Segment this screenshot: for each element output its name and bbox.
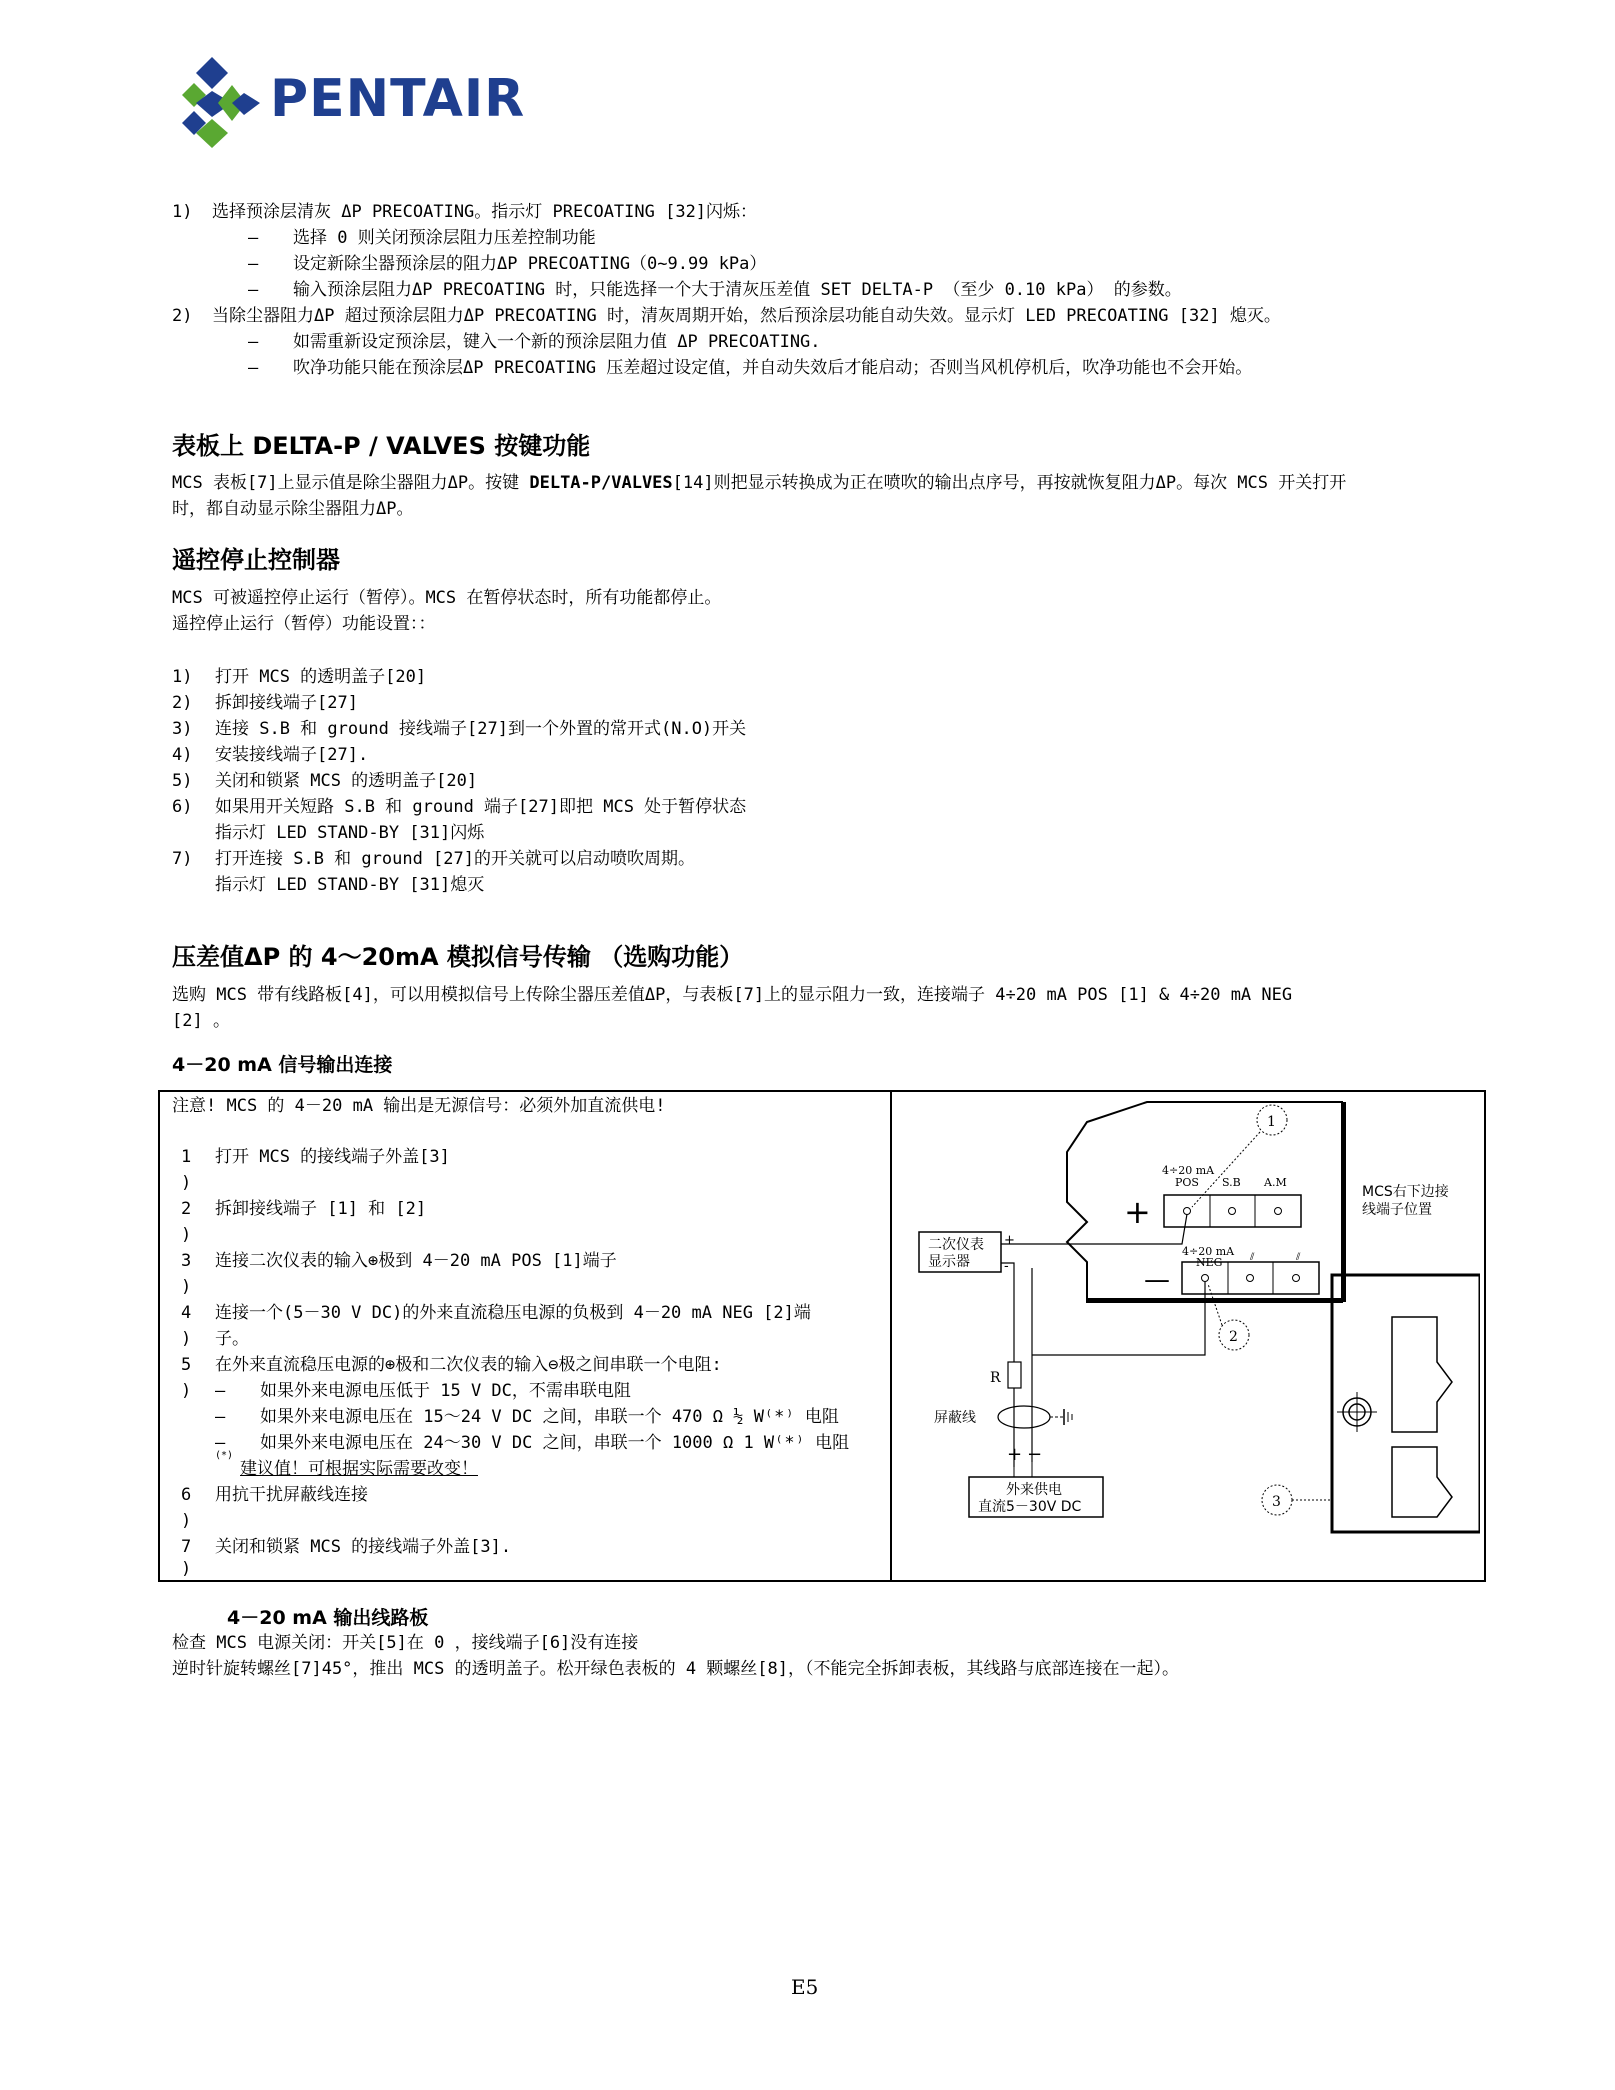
para-text: 逆时针旋转螺丝[7]45°，推出 MCS 的透明盖子。松开绿色表板的 4 颗螺丝[8]，（不能完全拆卸表板，其线路与底部连接在一起）。 bbox=[172, 1659, 1179, 1679]
top-terminal-block bbox=[1164, 1195, 1301, 1227]
para-text: 选购 MCS 带有线路板[4]，可以用模拟信号上传除尘器压差值ΔP，与表板[7]上的显示阻力一致，连接端子 4÷20 mA POS [1] & 4÷20 mA NEG bbox=[172, 985, 1293, 1005]
callout-3-text: 3 bbox=[1272, 1494, 1281, 1510]
step-paren: ) bbox=[181, 1381, 192, 1401]
step-text: 关闭和锁紧 MCS 的接线端子外盖[3]. bbox=[215, 1537, 512, 1557]
note-mark: (*) bbox=[215, 1450, 234, 1461]
step-text: 子。 bbox=[215, 1329, 249, 1349]
sb-label: S.B bbox=[1222, 1176, 1241, 1189]
step-number: 5 bbox=[181, 1355, 192, 1375]
sub-item: 设定新除尘器预涂层的阻力ΔP PRECOATING（0~9.99 kPa） bbox=[293, 254, 767, 274]
step-text: 连接 S.B 和 ground 接线端子[27]到一个外置的常开式(N.O)开关 bbox=[215, 719, 747, 739]
dash: – bbox=[248, 280, 259, 300]
mcs-label-1: MCS右下边接 bbox=[1362, 1184, 1449, 1200]
para-text: [2] 。 bbox=[172, 1011, 230, 1031]
enclosure-inner-bottom bbox=[1392, 1447, 1452, 1517]
callout-2-leader bbox=[1208, 1284, 1222, 1325]
step-text: 用抗干扰屏蔽线连接 bbox=[215, 1485, 368, 1505]
step-text: 连接二次仪表的输入⊕极到 4－20 mA POS [1]端子 bbox=[215, 1251, 617, 1271]
para-text: 遥控停止运行（暂停）功能设置：： bbox=[172, 614, 436, 634]
pentair-logo-mark bbox=[182, 55, 262, 150]
sub-item: 如果外来电源电压在 15～24 V DC 之间，串联一个 470 Ω ½ W⁽*⁾ 电阻 bbox=[260, 1407, 839, 1427]
dash: – bbox=[248, 332, 259, 352]
am-label: A.M bbox=[1264, 1176, 1287, 1189]
housing-right-edge bbox=[1342, 1102, 1346, 1302]
step-number: 4 bbox=[181, 1303, 192, 1323]
step-number: 7) bbox=[172, 849, 193, 869]
sub-item: 如果外来电源电压低于 15 V DC，不需串联电阻 bbox=[260, 1381, 631, 1401]
page-number: E5 bbox=[791, 1975, 819, 1999]
step-number: 1 bbox=[181, 1147, 192, 1167]
para-text: MCS 表板[7]上显示值是除尘器阻力ΔP。按键 bbox=[172, 473, 530, 493]
step-text: 连接一个(5－30 V DC)的外来直流稳压电源的负极到 4－20 mA NEG [2]端 bbox=[215, 1303, 811, 1323]
housing-bottom-edge bbox=[1087, 1298, 1345, 1302]
para-text: 时，都自动显示除尘器阻力ΔP。 bbox=[172, 499, 414, 519]
meter-plus: + bbox=[1004, 1233, 1015, 1248]
wire-meter-neg bbox=[1001, 1263, 1014, 1362]
item-number: 1) bbox=[172, 202, 193, 222]
supply-label-2: 直流5－30V DC bbox=[978, 1499, 1082, 1515]
step-number: 5) bbox=[172, 771, 193, 791]
meter-label-2: 显示器 bbox=[928, 1254, 970, 1270]
item-text: 选择预涂层清灰 ΔP PRECOATING。指示灯 PRECOATING [32]闪烁： bbox=[212, 202, 758, 222]
meter-label-1: 二次仪表 bbox=[928, 1237, 984, 1253]
sub-item: 如果外来电源电压在 24～30 V DC 之间，串联一个 1000 Ω 1 W⁽*⁾ 电阻 bbox=[260, 1433, 850, 1453]
step-number: 3) bbox=[172, 719, 193, 739]
terminal-am bbox=[1275, 1208, 1282, 1215]
step-number: 1) bbox=[172, 667, 193, 687]
pos-label-2: POS bbox=[1175, 1176, 1199, 1189]
step-text: 安装接线端子[27]. bbox=[215, 745, 369, 765]
para-text: 检查 MCS 电源关闭：开关[5]在 0 ，接线端子[6]没有连接 bbox=[172, 1633, 639, 1653]
callout-2-text: 2 bbox=[1229, 1329, 1238, 1345]
step-text: 关闭和锁紧 MCS 的透明盖子[20] bbox=[215, 771, 478, 791]
wire-pos bbox=[1001, 1214, 1187, 1244]
step-number: 7 bbox=[181, 1537, 192, 1557]
supply-label-1: 外来供电 bbox=[1006, 1482, 1062, 1498]
step-paren: ) bbox=[181, 1173, 192, 1193]
supply-plus: + bbox=[1007, 1444, 1023, 1465]
step-text: 拆卸接线端子[27] bbox=[215, 693, 358, 713]
key-name: DELTA-P/VALVES bbox=[529, 473, 673, 493]
warning-text: 注意! MCS 的 4－20 mA 输出是无源信号：必须外加直流供电! bbox=[172, 1096, 666, 1116]
pos-label-1: 4÷20 mA bbox=[1162, 1164, 1215, 1177]
sub-item: 输入预涂层阻力ΔP PRECOATING 时，只能选择一个大于清灰压差值 SET DELTA-P （至少 0.10 kPa） 的参数。 bbox=[293, 280, 1182, 300]
step-text: 打开连接 S.B 和 ground [27]的开关就可以启动喷吹周期。 bbox=[215, 849, 695, 869]
sub-heading: 4－20 mA 输出线路板 bbox=[227, 1607, 429, 1629]
dash: – bbox=[215, 1433, 226, 1453]
step-paren: ) bbox=[181, 1511, 192, 1531]
terminal-pos bbox=[1184, 1208, 1191, 1215]
callout-1-text: 1 bbox=[1267, 1114, 1276, 1130]
supply-minus: − bbox=[1027, 1444, 1043, 1465]
step-number: 6) bbox=[172, 797, 193, 817]
step-text: 如果用开关短路 S.B 和 ground 端子[27]即把 MCS 处于暂停状态 bbox=[215, 797, 747, 817]
logo-text: PENTAIR bbox=[270, 69, 526, 129]
meter-minus: - bbox=[1004, 1259, 1009, 1274]
step-text: 指示灯 LED STAND-BY [31]闪烁 bbox=[215, 823, 485, 843]
terminal-neg bbox=[1202, 1275, 1209, 1282]
delta-paragraph bbox=[172, 470, 1346, 496]
pentair-logo bbox=[182, 55, 562, 150]
section-heading: 遥控停止控制器 bbox=[172, 546, 340, 574]
step-number: 2 bbox=[181, 1199, 192, 1219]
section-heading: 压差值ΔP 的 4～20mA 模拟信号传输 （选购功能） bbox=[172, 943, 744, 971]
sub-heading: 4－20 mA 信号输出连接 bbox=[172, 1054, 393, 1076]
terminal-2 bbox=[1247, 1275, 1254, 1282]
step-number: 2) bbox=[172, 693, 193, 713]
para-text: MCS 可被遥控停止运行（暂停）。MCS 在暂停状态时，所有功能都停止。 bbox=[172, 588, 722, 608]
wiring-diagram bbox=[892, 1092, 1480, 1576]
dash: – bbox=[248, 358, 259, 378]
step-text: 打开 MCS 的透明盖子[20] bbox=[215, 667, 427, 687]
section-heading: 表板上 DELTA-P / VALVES 按键功能 bbox=[172, 432, 591, 460]
terminal-3 bbox=[1293, 1275, 1300, 1282]
step-paren: ) bbox=[181, 1277, 192, 1297]
slash-mark: ⫽ bbox=[1296, 1252, 1301, 1263]
item-text: 当除尘器阻力ΔP 超过预涂层阻力ΔP PRECOATING 时，清灰周期开始，然后预涂层功能自动失效。显示灯 LED PRECOATING [32] 熄灭。 bbox=[212, 306, 1281, 326]
plus-sign: + bbox=[1124, 1193, 1151, 1231]
dash: – bbox=[248, 228, 259, 248]
step-paren: ) bbox=[181, 1329, 192, 1349]
enclosure-inner-top bbox=[1392, 1317, 1452, 1432]
terminal-sb bbox=[1229, 1208, 1236, 1215]
note-text: 建议值！可根据实际需要改变！ bbox=[240, 1459, 478, 1479]
resistor-label: R bbox=[990, 1370, 1001, 1386]
sub-item: 吹净功能只能在预涂层ΔP PRECOATING 压差超过设定值，并自动失效后才能启动；否则当风机停机后，吹净功能也不会开始。 bbox=[293, 358, 1253, 378]
step-text: 指示灯 LED STAND-BY [31]熄灭 bbox=[215, 875, 485, 895]
step-text: 在外来直流稳压电源的⊕极和二次仪表的输入⊖极之间串联一个电阻: bbox=[215, 1355, 722, 1375]
dash: – bbox=[215, 1407, 226, 1427]
wire-neg bbox=[1032, 1282, 1205, 1355]
dash: – bbox=[215, 1381, 226, 1401]
step-number: 6 bbox=[181, 1485, 192, 1505]
resistor bbox=[1008, 1362, 1021, 1388]
dash: – bbox=[248, 254, 259, 274]
slash-mark: ⫽ bbox=[1250, 1252, 1255, 1263]
step-number: 3 bbox=[181, 1251, 192, 1271]
minus-sign: — bbox=[1144, 1265, 1170, 1295]
sub-item: 如需重新设定预涂层，键入一个新的预涂层阻力值 ΔP PRECOATING. bbox=[293, 332, 821, 352]
lower-enclosure bbox=[1332, 1275, 1480, 1532]
mcs-label-2: 线端子位置 bbox=[1362, 1202, 1432, 1218]
neg-label-2: NEG bbox=[1196, 1256, 1223, 1269]
step-text: 拆卸接线端子 [1] 和 [2] bbox=[215, 1199, 427, 1219]
step-paren: ) bbox=[181, 1559, 192, 1579]
para-text: [14]则把显示转换成为正在喷吹的输出点序号，再按就恢复阻力ΔP。每次 MCS 开关打开 bbox=[672, 473, 1347, 493]
sub-item: 选择 0 则关闭预涂层阻力压差控制功能 bbox=[293, 228, 596, 248]
neg-label-1: 4÷20 mA bbox=[1182, 1245, 1235, 1258]
shield-label: 屏蔽线 bbox=[934, 1410, 976, 1426]
step-paren: ) bbox=[181, 1225, 192, 1245]
step-text: 打开 MCS 的接线端子外盖[3] bbox=[215, 1147, 450, 1167]
shield-ellipse bbox=[998, 1406, 1050, 1428]
item-number: 2) bbox=[172, 306, 193, 326]
step-number: 4) bbox=[172, 745, 193, 765]
